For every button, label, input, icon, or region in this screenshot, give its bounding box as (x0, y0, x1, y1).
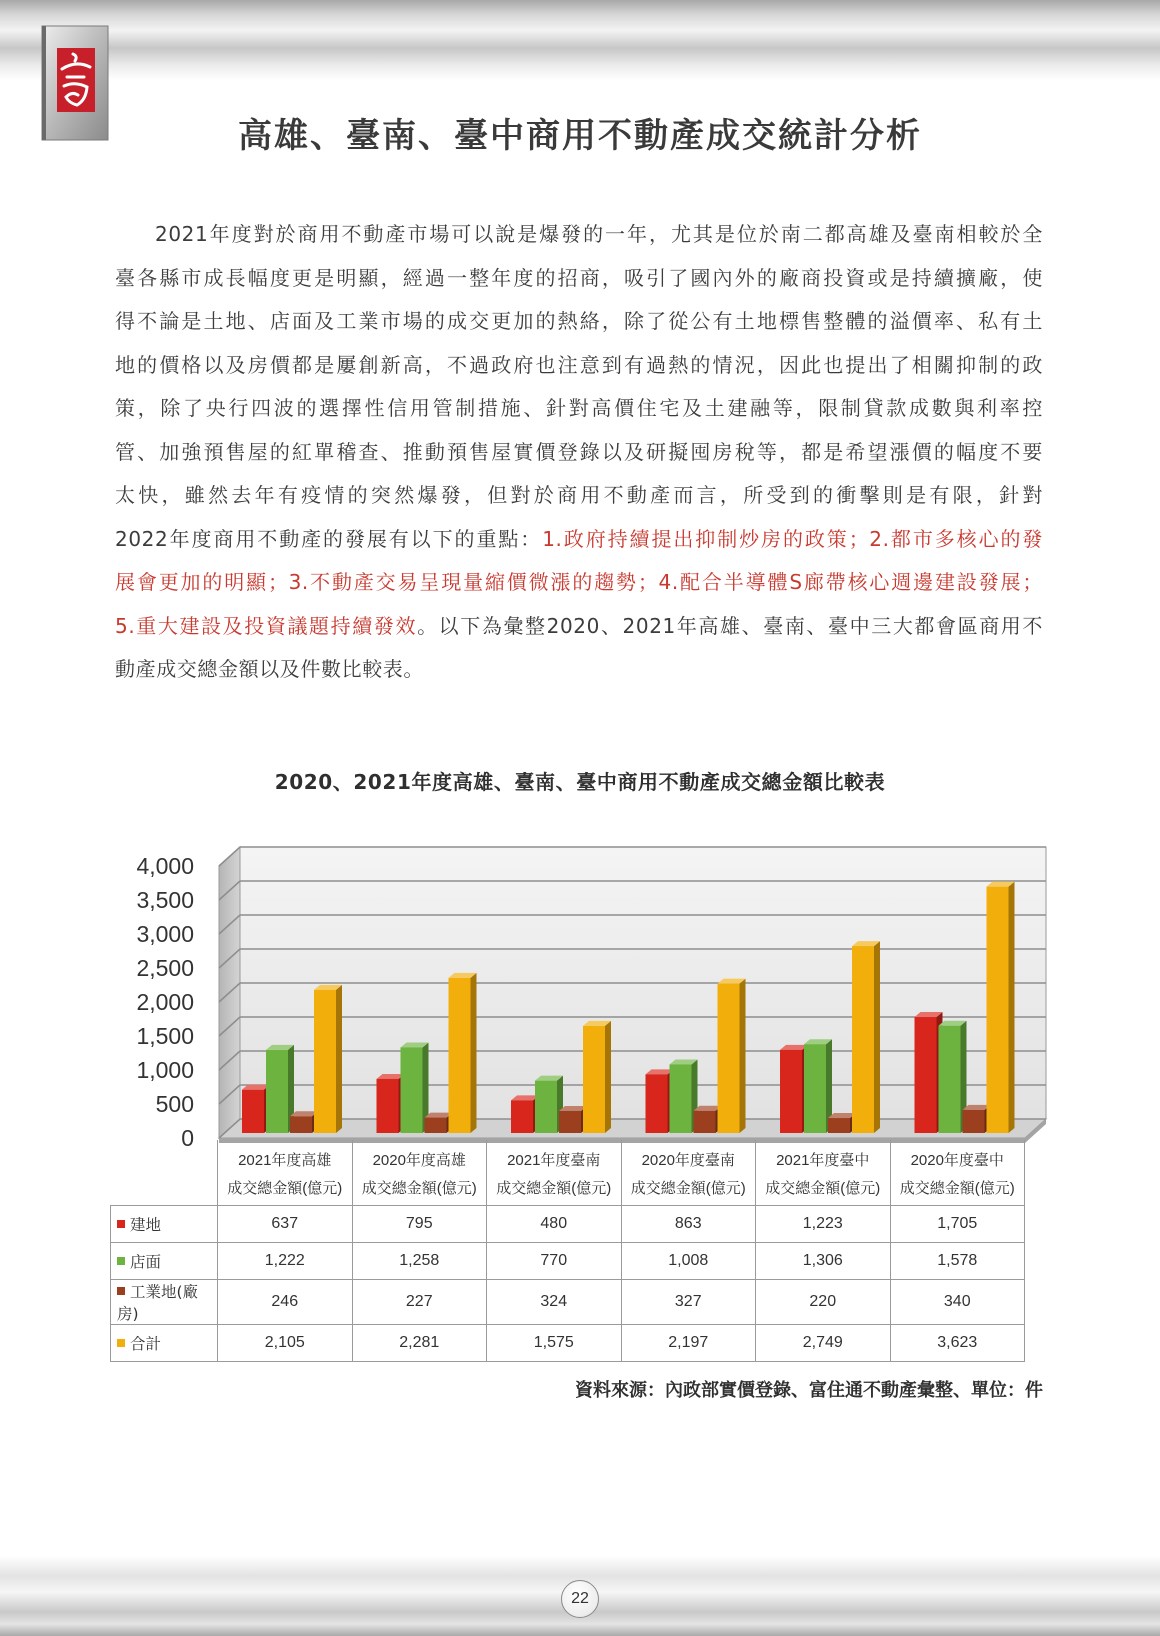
bar-side-face (740, 979, 746, 1133)
bar-front-face (535, 1081, 557, 1133)
highlighted-text: 展會更加的明顯；3.不動產交易呈現量縮價微漲的趨勢；4.配合半導體S廊帶核心週邊建設發展； (115, 570, 1043, 594)
table-cell: 1,222 (218, 1243, 353, 1280)
y-tick-label: 4,000 (136, 853, 194, 879)
table-cell: 1,575 (487, 1325, 622, 1362)
paragraph-text: 臺各縣市成長幅度更是明顯，經過一整年度的招商，吸引了國內外的廠商投資或是持續擴廠，使 (115, 265, 1043, 290)
y-tick-label: 1,000 (136, 1057, 194, 1083)
bar-front-face (828, 1118, 850, 1133)
bar-series-0-category-2 (511, 1095, 539, 1133)
column-header: 2020年度臺中 成交總金額(億元) (890, 1140, 1025, 1206)
paragraph-line (115, 213, 1043, 257)
y-tick-label: 2,500 (136, 955, 194, 981)
legend-cell (111, 1280, 218, 1325)
column-header: 2020年度高雄 成交總金額(億元) (352, 1140, 487, 1206)
bar-front-face (559, 1111, 581, 1133)
legend-label: 合計 (130, 1335, 162, 1353)
table-row (111, 1280, 1025, 1325)
bar-series-0-category-4 (780, 1045, 808, 1133)
bar-front-face (963, 1110, 985, 1133)
bar-series-2-category-5 (963, 1105, 991, 1133)
table-cell: 340 (890, 1280, 1025, 1325)
table-row (111, 1325, 1025, 1362)
legend-cell (111, 1325, 218, 1362)
bar-front-face (449, 978, 471, 1133)
table-cell: 480 (487, 1206, 622, 1243)
table-body (111, 1206, 1025, 1362)
bar-series-0-category-0 (242, 1085, 270, 1133)
table-cell: 1,578 (890, 1243, 1025, 1280)
legend-swatch (117, 1220, 125, 1228)
bar-series-1-category-1 (401, 1042, 429, 1133)
table-row (111, 1206, 1025, 1243)
legend-label: 建地 (130, 1216, 162, 1234)
bar-front-face (583, 1026, 605, 1133)
body-paragraph (115, 213, 1043, 692)
paragraph-text: 2021年度對於商用不動產市場可以說是爆發的一年，尤其是位於南二都高雄及臺南相較於全 (155, 222, 1043, 246)
table-cell: 227 (352, 1280, 487, 1325)
table-corner (111, 1140, 218, 1206)
bar-series-3-category-3 (718, 979, 746, 1133)
legend-swatch (117, 1257, 125, 1265)
table-cell: 324 (487, 1280, 622, 1325)
source-note: 資料來源：內政部實價登錄、富住通不動產彙整、單位：件 (575, 1380, 1043, 1401)
table-cell: 220 (756, 1280, 891, 1325)
legend-label: 工業地(廠房) (117, 1283, 199, 1323)
bar-series-2-category-4 (828, 1113, 856, 1133)
paragraph-text: 得不論是土地、店面及工業市場的成交更加的熱絡，除了從公有土地標售整體的溢價率、私有土 (115, 309, 1043, 333)
bar-series-0-category-1 (377, 1074, 405, 1133)
y-axis (136, 853, 194, 1150)
bar-series-2-category-2 (559, 1106, 587, 1133)
bar-front-face (987, 887, 1009, 1133)
y-tick-label: 1,500 (136, 1023, 194, 1049)
paragraph-line (115, 344, 1043, 388)
paragraph-text: 策，除了央行四波的選擇性信用管制措施、針對高價住宅及土建融等，限制貸款成數與利率控 (115, 396, 1043, 420)
bar-series-1-category-3 (670, 1059, 698, 1133)
legend-swatch (117, 1339, 125, 1347)
table-cell: 2,281 (352, 1325, 487, 1362)
table-cell: 795 (352, 1206, 487, 1243)
paragraph-line (115, 648, 1043, 692)
bar-front-face (425, 1118, 447, 1133)
highlighted-text: 5.重大建設及投資議題持續發效 (115, 613, 418, 638)
legend-swatch (117, 1287, 125, 1295)
paragraph-line (115, 605, 1043, 649)
y-tick-label: 500 (155, 1091, 194, 1117)
bar-front-face (266, 1050, 288, 1133)
table-cell: 1,258 (352, 1243, 487, 1280)
bar-series-0-category-3 (646, 1069, 674, 1133)
table-cell: 3,623 (890, 1325, 1025, 1362)
table-cell: 863 (621, 1206, 756, 1243)
bar-front-face (670, 1064, 692, 1133)
table-row (111, 1243, 1025, 1280)
paragraph-line (115, 561, 1043, 605)
bar-series-3-category-0 (314, 985, 342, 1133)
bar-side-face (336, 985, 342, 1133)
table-cell: 2,105 (218, 1325, 353, 1362)
bar-series-3-category-5 (987, 882, 1015, 1133)
bar-series-2-category-0 (290, 1111, 318, 1133)
paragraph-text: 太快，雖然去年有疫情的突然爆發，但對於商用不動產而言，所受到的衝擊則是有限，針對 (115, 483, 1043, 507)
column-header: 2021年度臺南 成交總金額(億元) (487, 1140, 622, 1206)
table-cell: 1,008 (621, 1243, 756, 1280)
table-cell: 2,749 (756, 1325, 891, 1362)
top-header-band (0, 0, 1160, 80)
page-title: 高雄、臺南、臺中商用不動產成交統計分析 (238, 116, 922, 156)
bar-series-0-category-5 (915, 1012, 943, 1133)
paragraph-text: 2022年度商用不動產的發展有以下的重點： (115, 526, 543, 551)
table-cell: 1,705 (890, 1206, 1025, 1243)
bar-side-face (1009, 882, 1015, 1133)
paragraph-text: 。以下為彙整2020、2021年高雄、臺南、臺中三大都會區商用不 (417, 613, 1043, 638)
bar-series-3-category-2 (583, 1021, 611, 1133)
table-cell: 770 (487, 1243, 622, 1280)
paragraph-line (115, 474, 1043, 518)
legend-cell (111, 1206, 218, 1243)
paragraph-line (115, 387, 1043, 431)
bar-front-face (939, 1026, 961, 1133)
bar-front-face (511, 1100, 533, 1133)
chart-title: 2020、2021年度高雄、臺南、臺中商用不動產成交總金額比較表 (274, 770, 886, 794)
bar-front-face (646, 1074, 668, 1133)
bar-front-face (242, 1090, 264, 1133)
page-number: 22 (561, 1580, 599, 1618)
bar-side-face (874, 941, 880, 1133)
table-cell: 637 (218, 1206, 353, 1243)
column-header: 2021年度高雄 成交總金額(億元) (218, 1140, 353, 1206)
bar-front-face (915, 1017, 937, 1133)
bar-series-3-category-4 (852, 941, 880, 1133)
table-cell: 1,223 (756, 1206, 891, 1243)
bar-series-2-category-1 (425, 1113, 453, 1133)
bar-front-face (852, 946, 874, 1133)
legend-cell (111, 1243, 218, 1280)
bar-chart (0, 830, 1160, 1150)
bar-front-face (401, 1047, 423, 1133)
table-cell: 327 (621, 1280, 756, 1325)
bar-front-face (804, 1044, 826, 1133)
paragraph-line (115, 257, 1043, 301)
paragraph-line (115, 431, 1043, 475)
table-cell: 246 (218, 1280, 353, 1325)
legend-label: 店面 (130, 1253, 162, 1271)
bar-front-face (718, 984, 740, 1133)
bar-series-1-category-0 (266, 1045, 294, 1133)
paragraph-text: 動產成交總金額以及件數比較表。 (115, 657, 424, 681)
bar-series-2-category-3 (694, 1106, 722, 1133)
table-cell: 2,197 (621, 1325, 756, 1362)
data-table (110, 1140, 1025, 1362)
bar-front-face (290, 1116, 312, 1133)
bar-series-3-category-1 (449, 973, 477, 1133)
y-tick-label: 0 (181, 1125, 194, 1150)
bar-series-1-category-5 (939, 1021, 967, 1133)
table-header-row (111, 1140, 1025, 1206)
column-header: 2020年度臺南 成交總金額(億元) (621, 1140, 756, 1206)
y-tick-label: 3,000 (136, 921, 194, 947)
bar-series-1-category-4 (804, 1039, 832, 1133)
table-cell: 1,306 (756, 1243, 891, 1280)
bar-front-face (694, 1111, 716, 1133)
paragraph-line (115, 300, 1043, 344)
bar-front-face (314, 990, 336, 1133)
y-tick-label: 2,000 (136, 989, 194, 1015)
bar-side-face (471, 973, 477, 1133)
highlighted-text: 1.政府持續提出抑制炒房的政策；2.都市多核心的發 (542, 526, 1044, 551)
bar-front-face (377, 1079, 399, 1133)
paragraph-line (115, 518, 1043, 562)
paragraph-text: 地的價格以及房價都是屢創新高，不過政府也注意到有過熱的情況，因此也提出了相關抑制的政 (115, 352, 1043, 377)
column-header: 2021年度臺中 成交總金額(億元) (756, 1140, 891, 1206)
bar-front-face (780, 1050, 802, 1133)
y-tick-label: 3,500 (136, 887, 194, 913)
bar-series-1-category-2 (535, 1076, 563, 1133)
bar-side-face (605, 1021, 611, 1133)
paragraph-text: 管、加強預售屋的紅單稽查、推動預售屋實價登錄以及研擬囤房稅等，都是希望漲價的幅度不要 (115, 439, 1043, 464)
